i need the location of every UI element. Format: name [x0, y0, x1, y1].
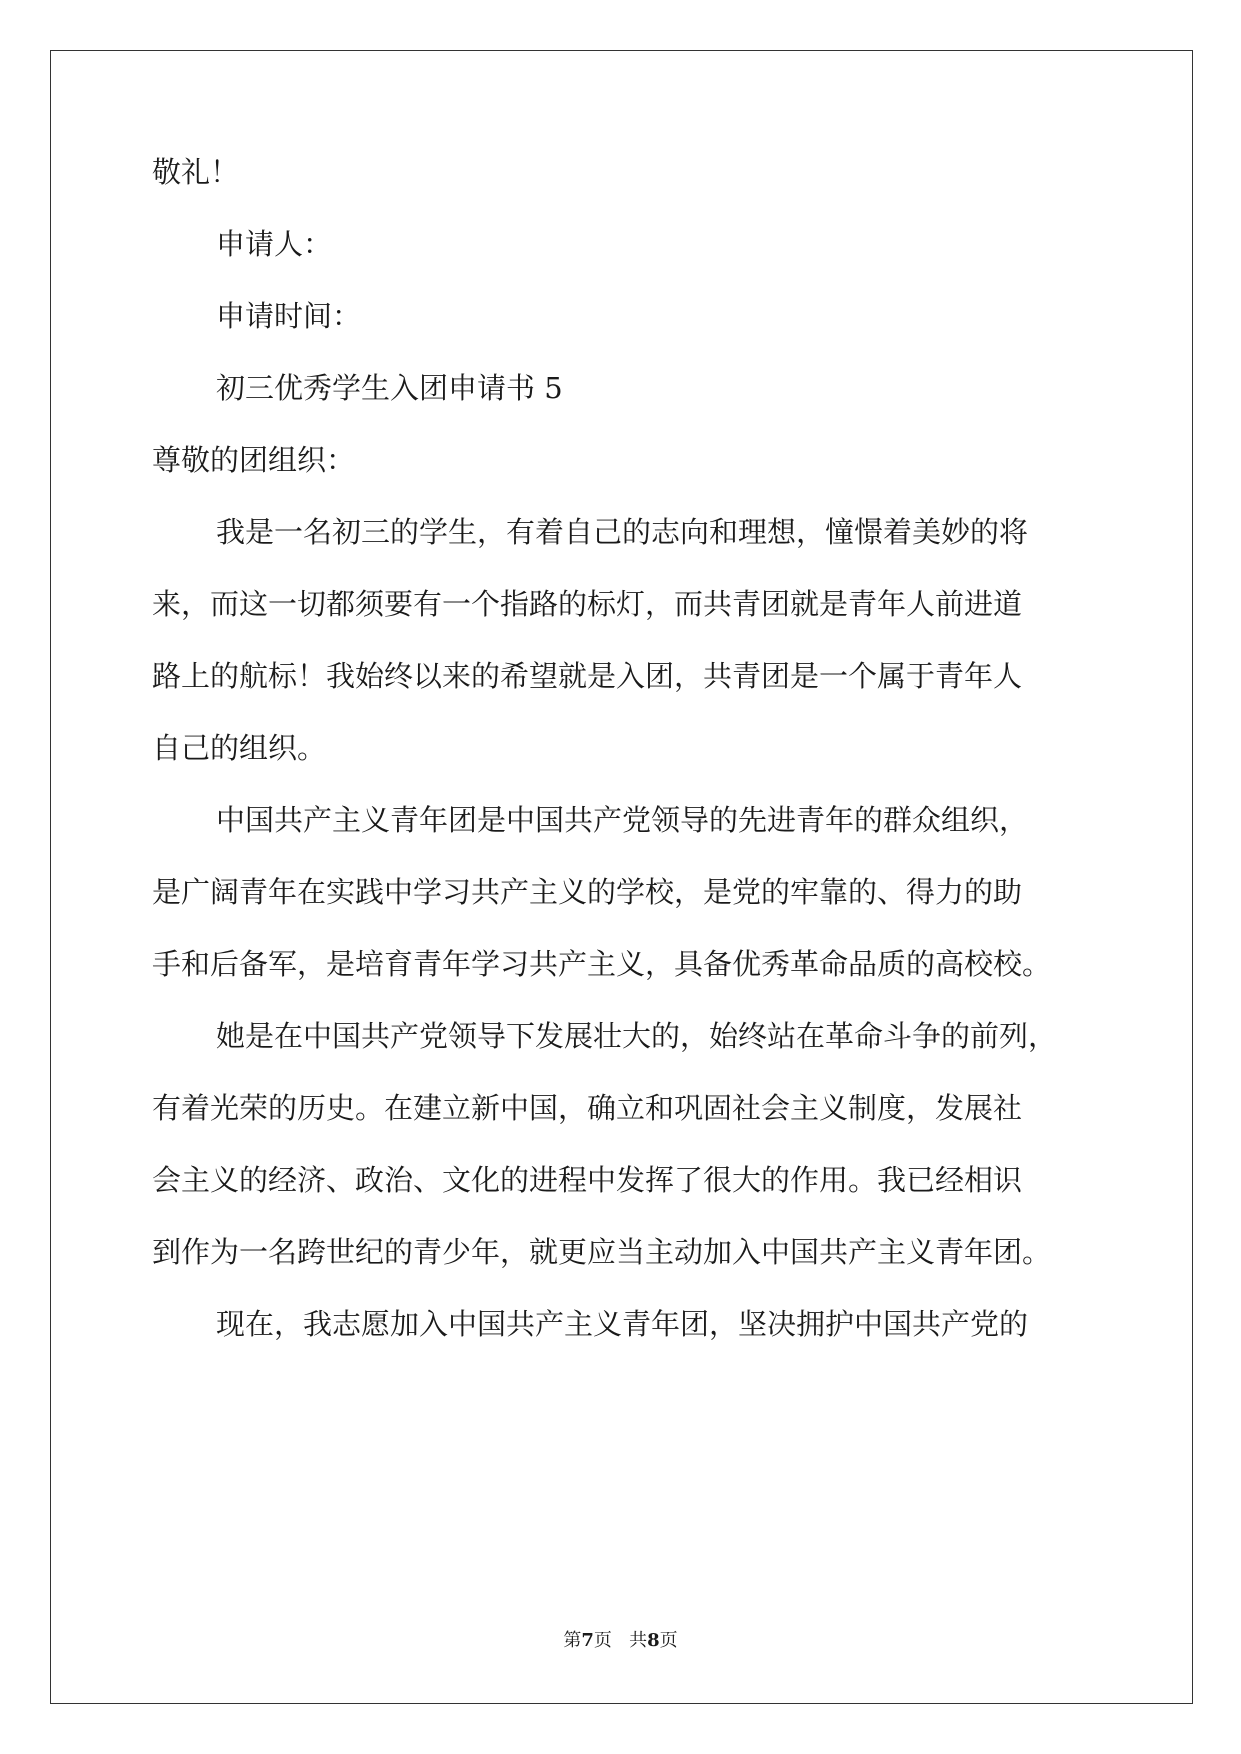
footer-total-prefix: 共: [629, 1630, 648, 1651]
page-footer: [0, 1626, 1241, 1652]
text-line: 会主义的经济、政治、文化的进程中发挥了很大的作用。我已经相识: [152, 1163, 1023, 1197]
total-page-count: 8: [647, 1630, 660, 1651]
footer-page-suffix: 页: [593, 1630, 612, 1651]
text-line: 申请时间：: [216, 299, 362, 333]
footer-total-suffix: 页: [659, 1630, 678, 1651]
text-line: 申请人：: [216, 227, 333, 261]
text-line: 她是在中国共产党领导下发展壮大的，始终站在革命斗争的前列，: [216, 1019, 1058, 1053]
text-line: 手和后备军，是培育青年学习共产主义，具备优秀革命品质的高校校。: [152, 947, 1052, 981]
text-line: 有着光荣的历史。在建立新中国，确立和巩固社会主义制度，发展社: [152, 1091, 1023, 1125]
text-line: 敬礼！: [152, 155, 240, 189]
text-line: 到作为一名跨世纪的青少年，就更应当主动加入中国共产主义青年团。: [152, 1235, 1052, 1269]
footer-prefix: 第: [563, 1630, 582, 1651]
text-line: 路上的航标！我始终以来的希望就是入团，共青团是一个属于青年人: [152, 659, 1023, 693]
section-heading: 初三优秀学生入团申请书 5: [216, 371, 563, 405]
text-line: 来，而这一切都须要有一个指路的标灯，而共青团就是青年人前进道: [152, 587, 1023, 621]
salutation: 尊敬的团组织：: [152, 443, 356, 477]
current-page-number: 7: [581, 1630, 594, 1651]
text-line: 是广阔青年在实践中学习共产主义的学校，是党的牢靠的、得力的助: [152, 875, 1023, 909]
text-line: 我是一名初三的学生，有着自己的志向和理想，憧憬着美妙的将: [216, 515, 1029, 549]
text-line: 现在，我志愿加入中国共产主义青年团，坚决拥护中国共产党的: [216, 1307, 1029, 1341]
text-line: 自己的组织。: [152, 731, 327, 765]
text-line: 中国共产主义青年团是中国共产党领导的先进青年的群众组织，: [216, 803, 1029, 837]
